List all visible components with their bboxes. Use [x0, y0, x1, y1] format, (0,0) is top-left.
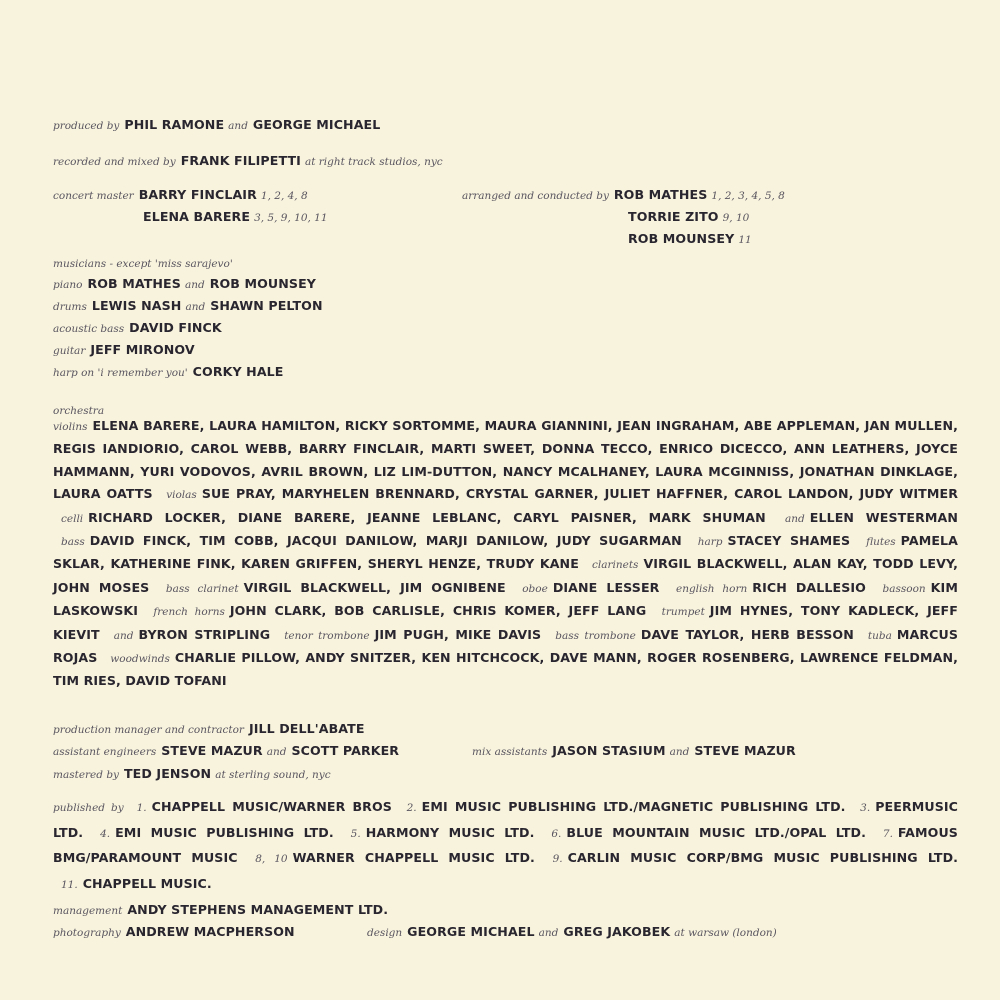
orchestra-harp-names: STACEY SHAMES: [727, 533, 851, 549]
pub-num-6: 6.: [551, 827, 562, 840]
publisher-1: CHAPPELL MUSIC/WARNER BROS: [151, 799, 392, 814]
designer-2: GREG JAKOBEK: [563, 924, 671, 939]
bass-1: DAVID FINCK: [129, 320, 222, 335]
design-line: [367, 925, 782, 940]
assistant-engineers-line: [53, 744, 399, 759]
assistant-2: SCOTT PARKER: [291, 743, 400, 758]
celli-names-b: ELLEN WESTERMAN: [809, 509, 958, 525]
publisher-3: PEERMUSIC LTD.: [53, 799, 958, 840]
photography-line: [53, 925, 295, 940]
bass-line: [53, 321, 222, 336]
concert-master-1: BARRY FINCLAIR: [138, 187, 257, 202]
trumpet-names-b: BYRON STRIPLING: [138, 626, 271, 642]
tenor-trombone-label: tenor trombone: [284, 629, 370, 642]
assistant-1: STEVE MAZUR: [161, 743, 263, 758]
clarinets-names: VIRGIL BLACKWELL, ALAN KAY, TODD LEVY, JOHN MOSES: [53, 556, 958, 595]
trumpet-label: trumpet: [661, 606, 705, 619]
drums-2: SHAWN PELTON: [210, 298, 323, 313]
publisher-7: FAMOUS BMG/PARAMOUNT MUSIC: [53, 824, 958, 865]
design-and: and: [538, 927, 559, 939]
bassoon-label: bassoon: [882, 582, 926, 595]
mastered-label: mastered by: [53, 769, 119, 781]
orchestra-bass-names: DAVID FINCK, TIM COBB, JACQUI DANILOW, MARJI DANILOW, JUDY SUGARMAN: [89, 533, 682, 549]
woodwinds-names: CHARLIE PILLOW, ANDY SNITZER, KEN HITCHCOCK, DAVE MANN, ROGER ROSENBERG, LAWRENCE FELDMAN, TIM RIES, DAVID TOFANI: [53, 650, 958, 689]
piano-label: piano: [53, 279, 83, 291]
orchestra-harp-label: harp: [697, 536, 723, 549]
arranger-2-tracks: 9, 10: [722, 212, 750, 224]
production-manager-line: [53, 722, 365, 737]
pub-num-11: 11.: [61, 878, 78, 891]
publisher-9: CARLIN MUSIC CORP/BMG MUSIC PUBLISHING LTD.: [567, 850, 959, 865]
concert-master-line: [53, 188, 313, 203]
celli-names-a: RICHARD LOCKER, DIANE BARERE, JEANNE LEBLANC, CARYL PAISNER, MARK SHUMAN: [88, 509, 766, 525]
woodwinds-label: woodwinds: [110, 653, 170, 666]
publisher-11: CHAPPELL MUSIC.: [82, 875, 212, 891]
tuba-label: tuba: [867, 629, 892, 642]
publisher-2: EMI MUSIC PUBLISHING LTD./MAGNETIC PUBLISHING LTD.: [421, 799, 846, 814]
piano-2: ROB MOUNSEY: [209, 276, 316, 291]
guitar-label: guitar: [53, 345, 86, 357]
design-at: at warsaw (london): [674, 927, 777, 939]
bassoon-names: KIM LASKOWSKI: [53, 579, 958, 619]
mastered-by: TED JENSON: [123, 766, 212, 781]
recorded-at: at right track studios, nyc: [304, 156, 443, 168]
clarinets-label: clarinets: [591, 559, 639, 572]
designer-1: GEORGE MICHAEL: [407, 924, 535, 939]
assistant-and: and: [266, 746, 287, 758]
mix-assistant-1: JASON STASIUM: [552, 743, 666, 758]
arranger-1: ROB MATHES: [613, 187, 708, 202]
recorded-by-line: [53, 154, 448, 169]
arranger-2-line: [628, 210, 754, 225]
mix-assistants-line: [472, 744, 796, 759]
pub-num-1: 1.: [136, 802, 147, 814]
mix-assistants-label: mix assistants: [472, 746, 548, 758]
arranger-1-tracks: 1, 2, 3, 4, 5, 8: [711, 190, 785, 202]
concert-master-2-line: [143, 210, 333, 225]
orchestra-bass-label: bass: [61, 536, 85, 549]
bass-clarinet-names: VIRGIL BLACKWELL, JIM OGNIBENE: [243, 579, 506, 595]
publishing-paragraph: [53, 795, 958, 897]
pub-num-3: 3.: [860, 802, 871, 814]
arranged-line: [462, 188, 790, 203]
musicians-label: musicians - except 'miss sarajevo': [53, 258, 233, 270]
mastered-at: at sterling sound, nyc: [215, 769, 331, 781]
arranger-2: TORRIE ZITO: [628, 209, 719, 224]
oboe-names: DIANE LESSER: [552, 579, 660, 595]
mix-and: and: [669, 746, 690, 758]
photography-label: photography: [53, 927, 121, 939]
publisher-6: BLUE MOUNTAIN MUSIC LTD./OPAL LTD.: [566, 824, 866, 840]
bass-clarinet-label: bass clarinet: [165, 582, 239, 595]
producer-2: GEORGE MICHAEL: [252, 117, 381, 132]
flutes-names: PAMELA SKLAR, KATHERINE FINK, KAREN GRIFFEN, SHERYL HENZE, TRUDY KANE: [53, 533, 958, 572]
orchestra-label: orchestra: [53, 405, 105, 417]
violas-names: SUE PRAY, MARYHELEN BRENNARD, CRYSTAL GARNER, JULIET HAFFNER, CAROL LANDON, JUDY WITMER: [201, 486, 958, 502]
concert-master-label: concert master: [53, 190, 134, 202]
harp-label: harp on 'i remember you': [53, 367, 188, 379]
produced-label: produced by: [53, 120, 120, 132]
drums-and: and: [185, 301, 206, 313]
drums-label: drums: [53, 301, 87, 313]
flutes-label: flutes: [866, 536, 896, 549]
arranger-3-line: [628, 232, 757, 247]
design-label: design: [367, 927, 403, 939]
concert-master-2: ELENA BARERE: [143, 209, 251, 224]
production-manager-label: production manager and contractor: [53, 724, 244, 736]
tenor-trombone-names: JIM PUGH, MIKE DAVIS: [374, 626, 542, 642]
guitar-line: [53, 343, 195, 358]
management-label: management: [53, 905, 123, 917]
photographer: ANDREW MACPHERSON: [125, 924, 295, 939]
violins-names: ELENA BARERE, LAURA HAMILTON, RICKY SORTOMME, MAURA GIANNINI, JEAN INGRAHAM, ABE APPLEMAN, JAN MULLEN, REGIS IANDIORIO, CAROL WEBB, BARRY FINCLAIR, MARTI SWEET, DONNA TECCO, ENRICO DICECCO, ANN LEATHERS, JOYCE HAMMANN, YURI VODOVOS, AVRIL BROWN, LIZ LIM-DUTTON, NANCY MCALHANEY, LAURA MCGINNISS, JONATHAN DINKLAGE, LAURA OATTS: [53, 418, 958, 502]
publisher-8: WARNER CHAPPELL MUSIC LTD.: [292, 850, 535, 865]
arranged-label: arranged and conducted by: [462, 190, 609, 202]
english-horn-label: english horn: [675, 582, 748, 595]
harp-line: [53, 365, 284, 380]
recorder-name: FRANK FILIPETTI: [180, 153, 301, 168]
assistant-engineers-label: assistant engineers: [53, 746, 157, 758]
harp-1: CORKY HALE: [192, 364, 284, 379]
piano-and: and: [184, 279, 205, 291]
produced-by-line: [53, 118, 380, 133]
french-horns-names: JOHN CLARK, BOB CARLISLE, CHRIS KOMER, JEFF LANG: [229, 603, 647, 619]
musicians-heading: [53, 256, 238, 271]
bass-trombone-label: bass trombone: [555, 629, 636, 642]
celli-label: celli: [61, 512, 84, 525]
pub-num-4: 4.: [100, 827, 111, 840]
celli-and: and: [785, 512, 805, 525]
and-label: and: [228, 120, 248, 132]
violins-label: violins: [53, 421, 88, 433]
orchestra-paragraph: [53, 415, 958, 693]
mix-assistant-2: STEVE MAZUR: [694, 743, 796, 758]
bass-trombone-names: DAVE TAYLOR, HERB BESSON: [640, 626, 854, 642]
concert-master-1-tracks: 1, 2, 4, 8: [260, 190, 308, 202]
trumpet-names-a: JIM HYNES, TONY KADLECK, JEFF KIEVIT: [53, 603, 958, 642]
arranger-3-tracks: 11: [738, 234, 752, 246]
piano-line: [53, 277, 316, 292]
management-line: [53, 903, 388, 918]
publisher-4: EMI MUSIC PUBLISHING LTD.: [115, 824, 334, 840]
piano-1: ROB MATHES: [87, 276, 181, 291]
pub-num-8: 8, 10: [255, 853, 288, 865]
drums-1: LEWIS NASH: [91, 298, 182, 313]
trumpet-and: and: [113, 629, 134, 642]
mastered-by-line: [53, 767, 336, 782]
oboe-label: oboe: [522, 582, 548, 595]
french-horns-label: french horns: [153, 606, 225, 619]
bass-label: acoustic bass: [53, 323, 125, 335]
recorded-label: recorded and mixed by: [53, 156, 176, 168]
drums-line: [53, 299, 323, 314]
pub-num-9: 9.: [552, 853, 563, 865]
production-manager: JILL DELL'ABATE: [248, 721, 365, 736]
english-horn-names: RICH DALLESIO: [752, 579, 866, 595]
publisher-5: HARMONY MUSIC LTD.: [365, 824, 535, 840]
tuba-names: MARCUS ROJAS: [53, 626, 958, 666]
concert-master-2-tracks: 3, 5, 9, 10, 11: [254, 212, 328, 224]
pub-num-2: 2.: [406, 802, 417, 814]
violas-label: violas: [166, 489, 197, 502]
published-label: published by: [53, 802, 124, 814]
arranger-3: ROB MOUNSEY: [628, 231, 735, 246]
guitar-1: JEFF MIRONOV: [90, 342, 195, 357]
pub-num-7: 7.: [882, 827, 893, 840]
pub-num-5: 5.: [350, 827, 361, 840]
management-name: ANDY STEPHENS MANAGEMENT LTD.: [127, 902, 389, 917]
producer-1: PHIL RAMONE: [124, 117, 225, 132]
